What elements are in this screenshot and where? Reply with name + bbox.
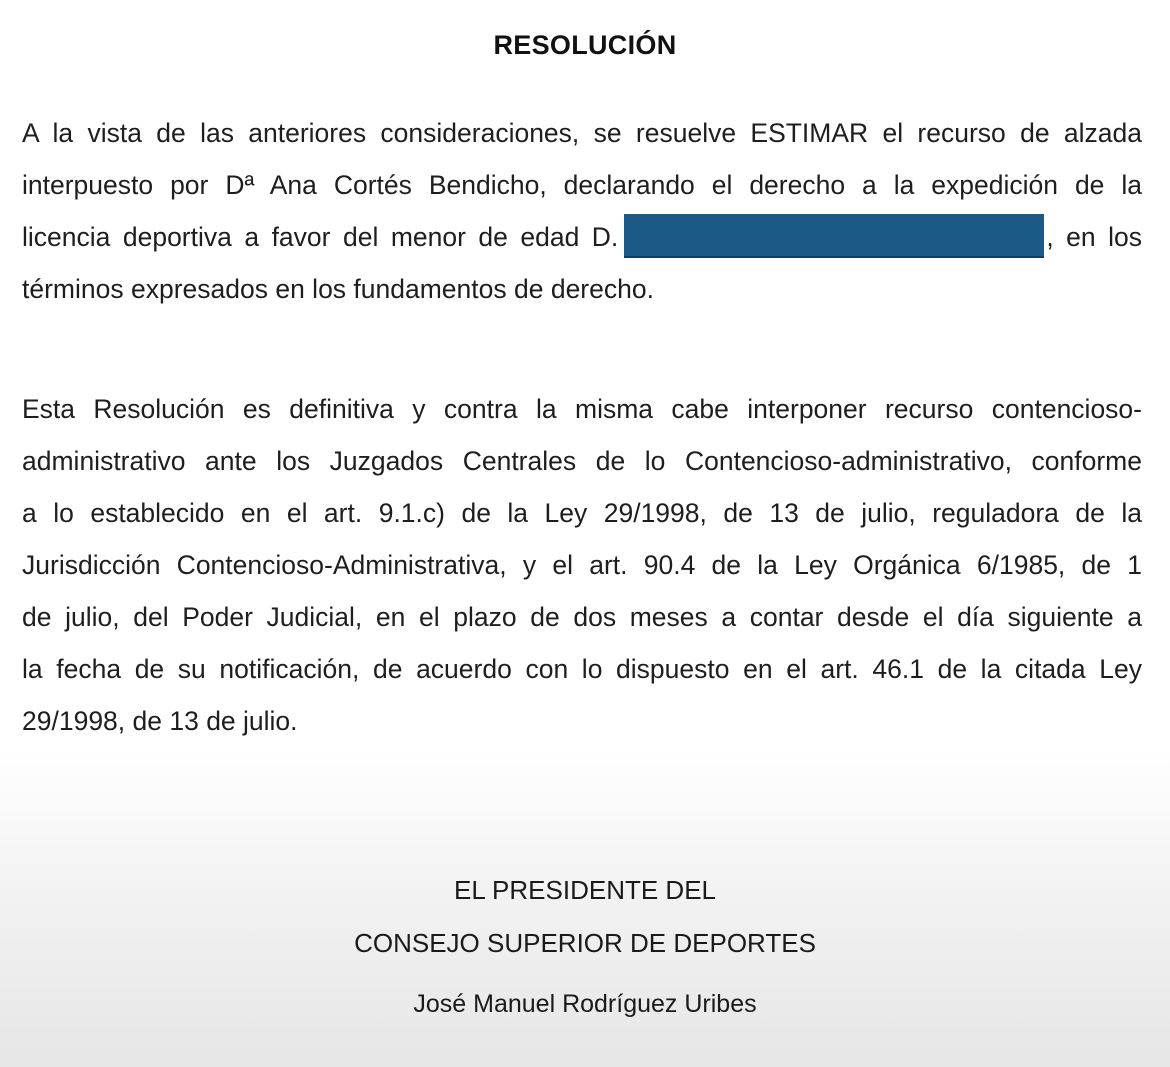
paragraph-line: Esta Resolución es definitiva y contra la misma cabe interponer recurso contencioso- [22,394,1142,424]
paragraph-line: la fecha de su notificación, de acuerdo con lo dispuesto en el art. 46.1 de la citada Ley [22,654,1142,684]
resolution-paragraph [22,107,1142,315]
paragraph-line: a lo establecido en el art. 9.1.c) de la Ley 29/1998, de 13 de julio, reguladora de la [22,498,1142,528]
signature-role-line2: CONSEJO SUPERIOR DE DEPORTES [354,928,816,958]
paragraph-text: , en los [1046,222,1142,252]
paragraph-line: Jurisdicción Contencioso-Administrativa, y el art. 90.4 de la Ley Orgánica 6/1985, de 1 [22,550,1142,580]
signature-role-line1: EL PRESIDENTE DEL [453,875,716,905]
document-title: RESOLUCIÓN [493,30,677,60]
redacted-name-block [624,214,1044,258]
appeal-paragraph [22,383,1142,747]
paragraph-line-with-redaction [22,211,1142,263]
paragraph-line: interpuesto por Dª Ana Cortés Bendicho, declarando el derecho a la expedición de la [22,170,1142,200]
paragraph-text: licencia deportiva a favor del menor de edad D. [22,222,619,252]
paragraph-line: administrativo ante los Juzgados Centrales de lo Contencioso-administrativo, conforme [22,446,1142,476]
paragraph-line: A la vista de las anteriores consideraciones, se resuelve ESTIMAR el recurso de alzada [22,118,1142,148]
paragraph-line: 29/1998, de 13 de julio. [22,706,298,736]
paragraph-line: de julio, del Poder Judicial, en el plazo de dos meses a contar desde el día siguiente a [22,602,1142,632]
paragraph-line: términos expresados en los fundamentos de derecho. [22,274,654,304]
signatory-name: José Manuel Rodríguez Uribes [413,990,757,1018]
